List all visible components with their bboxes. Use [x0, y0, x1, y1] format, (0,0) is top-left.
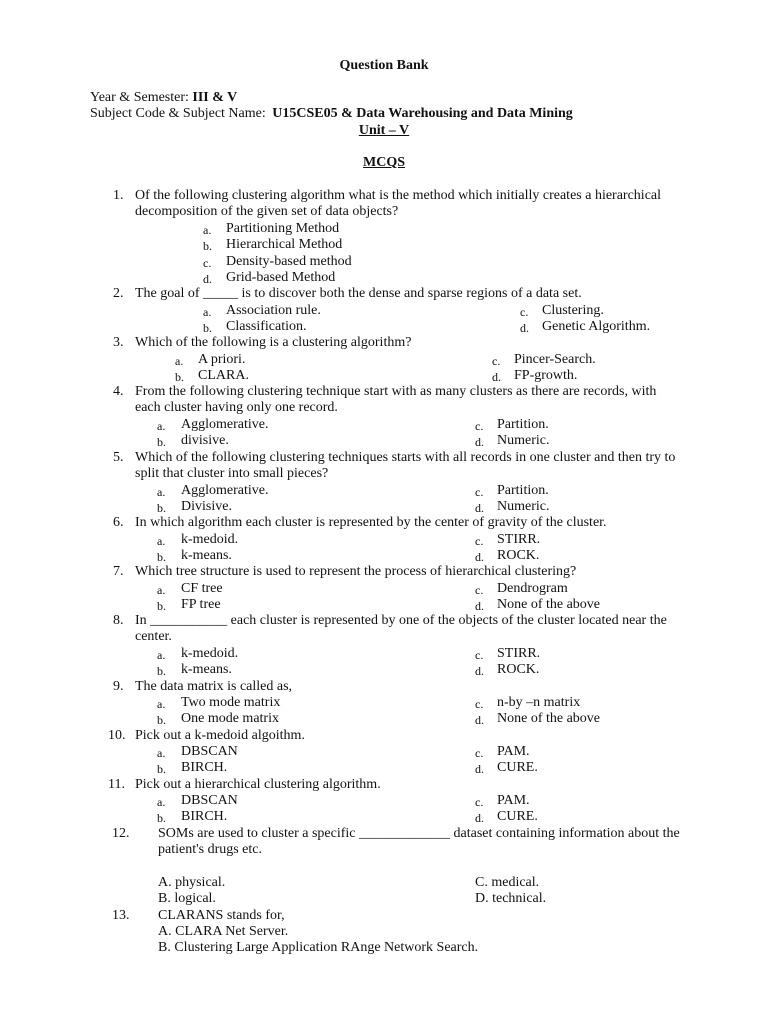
option-text: Genetic Algorithm. — [542, 319, 651, 335]
subject-value: U15CSE05 & Data Warehousing and Data Mining — [272, 106, 573, 121]
option-marker: b. — [157, 811, 166, 826]
option-text: STIRR. — [497, 646, 541, 661]
option-marker: b. — [157, 713, 166, 728]
question-text: CLARANS stands for, — [158, 908, 285, 923]
option-text: FP tree — [181, 597, 221, 613]
option-text: Dendrogram — [497, 581, 568, 596]
question-number: 10. — [108, 728, 126, 743]
option-text: Clustering. — [542, 303, 604, 318]
question-number: 1. — [113, 188, 124, 203]
option-text: k-medoid. — [181, 532, 239, 547]
option-text: A priori. — [198, 352, 246, 367]
option-text: Divisive. — [181, 499, 232, 515]
option-text: DBSCAN — [181, 744, 238, 759]
year-semester-value: III & V — [192, 90, 238, 105]
option-marker: a. — [157, 419, 166, 433]
option-marker: b. — [157, 435, 166, 450]
option-text: Association rule. — [226, 303, 321, 318]
question-text: Of the following clustering algorithm what is the method which initially creates a hierarchical — [135, 188, 662, 203]
subject-label: Subject Code & Subject Name: — [90, 106, 266, 121]
option-marker: b. — [157, 762, 166, 777]
option-text: BIRCH. — [181, 760, 228, 776]
option-marker: a. — [175, 354, 184, 368]
question-text: decomposition of the given set of data objects? — [135, 204, 399, 220]
unit-heading: Unit – V — [358, 123, 410, 138]
option-text: Two mode matrix — [181, 695, 281, 710]
option-text: Grid-based Method — [226, 270, 336, 286]
question-text: each cluster having only one record. — [135, 400, 338, 416]
option-text: Numeric. — [497, 499, 550, 515]
question-text: Pick out a k-medoid algoithm. — [135, 728, 305, 743]
option-text: Partitioning Method — [226, 221, 340, 236]
option-marker: a. — [203, 223, 212, 237]
year-semester-line — [90, 90, 237, 106]
option-marker: d. — [492, 370, 501, 385]
option-marker: d. — [475, 435, 484, 450]
option-marker: b. — [203, 321, 212, 336]
question-text: center. — [135, 629, 172, 645]
option-text: BIRCH. — [181, 809, 228, 825]
option-marker: c. — [475, 583, 484, 597]
option-text: PAM. — [497, 793, 530, 808]
option-text: CURE. — [497, 760, 538, 776]
option-text: k-means. — [181, 548, 232, 564]
question-text: Which of the following clustering techniques starts with all records in one cluster and then try to — [135, 450, 676, 465]
question-text: split that cluster into small pieces? — [135, 466, 329, 482]
option-text: B. logical. — [158, 891, 216, 907]
option-text: divisive. — [181, 433, 229, 449]
question-text: patient's drugs etc. — [158, 842, 262, 858]
option-marker: d. — [475, 664, 484, 679]
option-marker: d. — [475, 713, 484, 728]
page-title: Question Bank — [339, 58, 429, 73]
option-marker: a. — [157, 583, 166, 597]
option-marker: a. — [157, 648, 166, 662]
option-marker: d. — [475, 501, 484, 516]
option-marker: b. — [175, 370, 184, 385]
option-marker: c. — [520, 305, 529, 319]
option-marker: b. — [157, 599, 166, 614]
option-text: Partition. — [497, 483, 549, 498]
question-text: SOMs are used to cluster a specific _____________ dataset containing information about the — [158, 826, 680, 841]
option-text: Classification. — [226, 319, 307, 335]
option-marker: b. — [157, 550, 166, 565]
option-text: D. technical. — [475, 891, 547, 907]
option-marker: b. — [157, 501, 166, 516]
option-marker: d. — [475, 599, 484, 614]
question-number: 5. — [113, 450, 124, 465]
option-text: k-means. — [181, 662, 232, 678]
option-marker: c. — [475, 485, 484, 499]
option-text: Numeric. — [497, 433, 550, 449]
option-text: C. medical. — [475, 875, 540, 890]
option-marker: a. — [203, 305, 212, 319]
question-number: 11. — [108, 777, 125, 792]
option-text: Hierarchical Method — [226, 237, 343, 253]
option-marker: a. — [157, 485, 166, 499]
option-text: FP-growth. — [514, 368, 578, 384]
option-text: PAM. — [497, 744, 530, 759]
option-text: n-by –n matrix — [497, 695, 581, 710]
section-heading: MCQS — [363, 155, 405, 170]
option-marker: c. — [492, 354, 501, 368]
year-semester-label: Year & Semester: — [90, 90, 189, 105]
option-marker: b. — [203, 239, 212, 254]
option-text: A. physical. — [158, 875, 226, 890]
question-text: The data matrix is called as, — [135, 679, 293, 694]
option-text: None of the above — [497, 597, 601, 613]
option-text: Pincer-Search. — [514, 352, 596, 367]
option-marker: c. — [475, 746, 484, 760]
question-text: In which algorithm each cluster is represented by the center of gravity of the cluster. — [135, 515, 607, 530]
question-text: Which of the following is a clustering algorithm? — [135, 335, 412, 350]
option-text: Agglomerative. — [181, 483, 269, 498]
option-marker: d. — [475, 811, 484, 826]
option-text: DBSCAN — [181, 793, 238, 808]
option-marker: a. — [157, 795, 166, 809]
option-text: None of the above — [497, 711, 601, 727]
option-marker: c. — [475, 419, 484, 433]
option-text: k-medoid. — [181, 646, 239, 661]
option-marker: c. — [475, 648, 484, 662]
question-number: 7. — [113, 564, 124, 579]
option-marker: d. — [520, 321, 529, 336]
option-text: One mode matrix — [181, 711, 279, 727]
option-marker: a. — [157, 534, 166, 548]
option-text: CURE. — [497, 809, 538, 825]
question-text: Which tree structure is used to represent the process of hierarchical clustering? — [135, 564, 577, 579]
option-marker: d. — [203, 272, 212, 287]
question-number: 4. — [113, 384, 124, 399]
question-text: In ___________ each cluster is represented by one of the objects of the cluster located near the — [135, 613, 667, 628]
option-text: STIRR. — [497, 532, 541, 547]
option-marker: a. — [157, 746, 166, 760]
question-number: 2. — [113, 286, 124, 301]
option-marker: d. — [475, 762, 484, 777]
option-text: CLARA. — [198, 368, 249, 384]
option-marker: c. — [475, 534, 484, 548]
question-text: Pick out a hierarchical clustering algorithm. — [135, 777, 381, 792]
question-number: 3. — [113, 335, 124, 350]
question-number: 12. — [112, 826, 130, 841]
option-text: ROCK. — [497, 662, 540, 678]
option-marker: c. — [203, 255, 212, 270]
option-marker: c. — [475, 697, 484, 711]
option-text: CF tree — [181, 581, 223, 596]
option-marker: b. — [157, 664, 166, 679]
question-number: 13. — [112, 908, 130, 923]
option-marker: a. — [157, 697, 166, 711]
question-number: 6. — [113, 515, 124, 530]
question-text: From the following clustering technique start with as many clusters as there are records, with — [135, 384, 657, 399]
option-text: A. CLARA Net Server. — [158, 924, 289, 939]
option-marker: c. — [475, 795, 484, 809]
question-number: 9. — [113, 679, 124, 694]
option-text: B. Clustering Large Application RAnge Network Search. — [158, 940, 479, 956]
question-number: 8. — [113, 613, 124, 628]
option-text: Density-based method — [226, 253, 352, 269]
question-text: The goal of _____ is to discover both the dense and sparse regions of a data set. — [135, 286, 582, 301]
option-text: Agglomerative. — [181, 417, 269, 432]
subject-line — [90, 106, 573, 122]
option-text: Partition. — [497, 417, 549, 432]
option-marker: d. — [475, 550, 484, 565]
option-text: ROCK. — [497, 548, 540, 564]
